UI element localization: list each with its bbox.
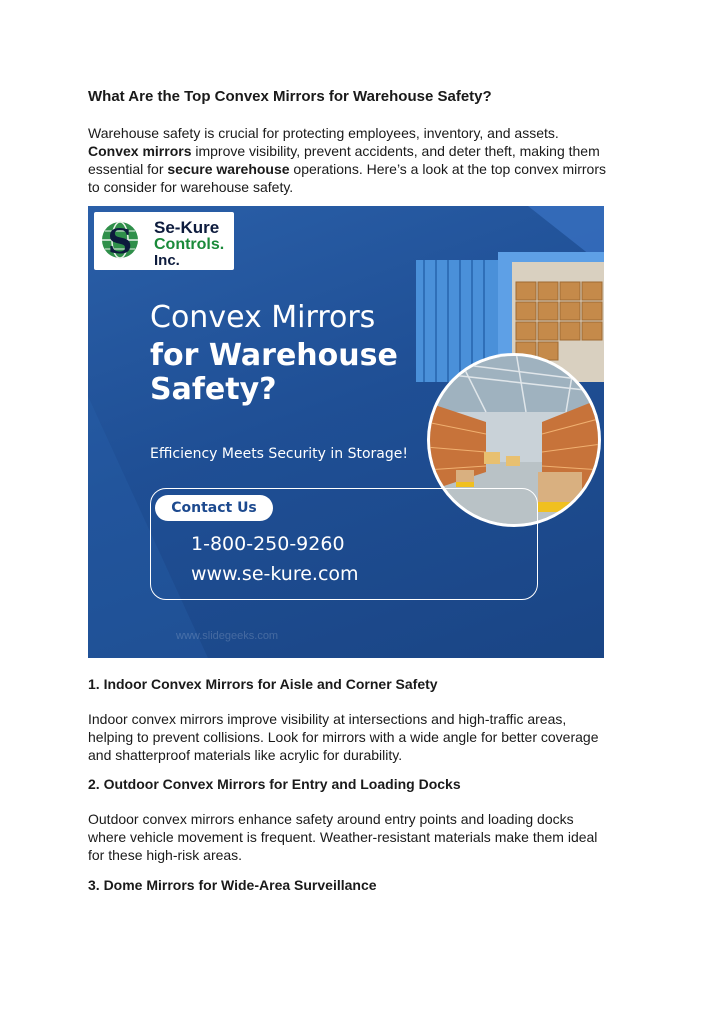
phone-number: 1-800-250-9260 (191, 533, 345, 555)
logo-text: Se-Kure (154, 218, 220, 237)
logo-globe-icon (100, 220, 140, 260)
convex-mirrors-link-text: Convex mirrors (88, 143, 192, 159)
section-heading-3: 3. Dome Mirrors for Wide-Area Surveillance (88, 877, 377, 893)
logo-text: Controls. (154, 236, 225, 253)
contact-us-button: Contact Us (155, 495, 273, 521)
svg-text:S: S (107, 222, 133, 260)
section-paragraph-1: Indoor convex mirrors improve visibility at intersections and high-traffic areas, helping to prevent collisions. Look for mirrors with a wide angle for better coverage and shatterproof materials like acrylic for durability. (88, 711, 599, 763)
promo-banner-image (88, 206, 604, 658)
banner-title-line: Safety? (150, 372, 277, 407)
secure-warehouse-text: secure warehouse (167, 161, 290, 177)
website-url: www.se-kure.com (191, 563, 359, 585)
section-heading-2: 2. Outdoor Convex Mirrors for Entry and Loading Docks (88, 776, 461, 792)
banner-title-line: for Warehouse (150, 338, 398, 373)
intro-line: Warehouse safety is crucial for protecting employees, inventory, and assets. (88, 125, 559, 141)
watermark-text: www.slidegeeks.com (176, 630, 279, 642)
company-logo (94, 212, 234, 270)
logo-text: Inc. (154, 252, 180, 269)
section-heading-1: 1. Indoor Convex Mirrors for Aisle and Corner Safety (88, 676, 438, 692)
banner-title-line: Convex Mirrors (150, 300, 376, 335)
banner-tagline: Efficiency Meets Security in Storage! (150, 446, 408, 462)
contact-card (150, 488, 538, 600)
page-title: What Are the Top Convex Mirrors for Warehouse Safety? (88, 88, 492, 105)
intro-line: essential for secure warehouse operations. Here’s a look at the top convex mirrors (88, 161, 606, 177)
intro-line: Convex mirrors improve visibility, prevent accidents, and deter theft, making them (88, 143, 600, 159)
section-paragraph-2: Outdoor convex mirrors enhance safety around entry points and loading docks where vehicle movement is frequent. Weather-resistant materials make them ideal for these high-risk areas. (88, 811, 598, 863)
intro-paragraph (88, 124, 633, 196)
intro-line: to consider for warehouse safety. (88, 179, 294, 195)
